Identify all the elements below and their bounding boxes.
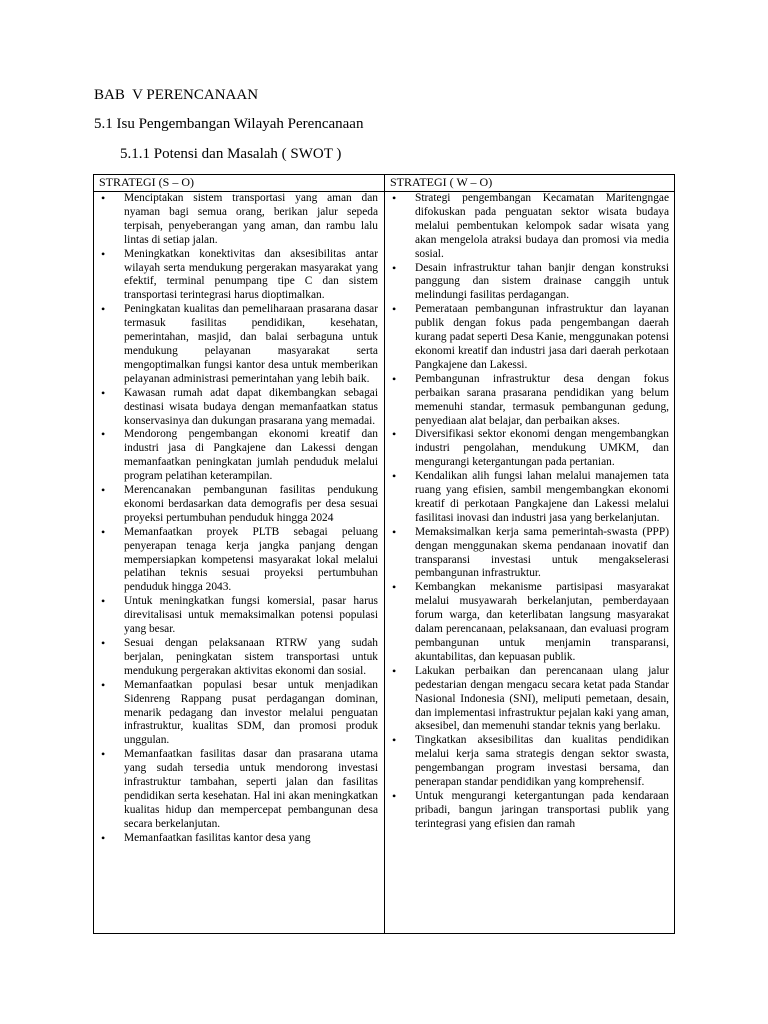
section-title: 5.1 Isu Pengembangan Wilayah Perencanaan	[94, 116, 364, 132]
list-item: • Diversifikasi sektor ekonomi dengan mengembangkan industri pengolahan, mendukung UMKM, dan mengurangi ketergantungan pada pertanian.	[385, 428, 669, 470]
list-item: • Lakukan perbaikan dan perencanaan ulang jalur pedestarian dengan mengacu secara ketat pada Standar Nasional Indonesia (SNI), meliputi pemetaan, desain, dan implementasi infrastruktur pejalan kaki yang aman, aksesibel, dan memenuhi standar teknis yang berlaku.	[385, 665, 669, 735]
list-item: • Desain infrastruktur tahan banjir dengan konstruksi panggung dan sistem drainase canggih untuk melindungi fasilitas perdagangan.	[385, 262, 669, 304]
list-item: • Meningkatkan konektivitas dan aksesibilitas antar wilayah serta mendukung pergerakan masyarakat yang efektif, terminal penumpang tipe C dan sistem transportasi terintegrasi harus dioptimalkan.	[94, 248, 378, 304]
list-item: • Strategi pengembangan Kecamatan Maritengngae difokuskan pada penguatan sektor wisata budaya melalui pembentukan kelompok sadar wisata yang akan mengelola atraksi budaya dan promosi via media sosial.	[385, 192, 669, 262]
strategy-wo-list	[385, 192, 669, 832]
list-item: • Mendorong pengembangan ekonomi kreatif dan industri jasa di Pangkajene dan Lakessi dengan memanfaatkan peningkatan jumlah penduduk melalui program pelatihan keterampilan.	[94, 428, 378, 484]
list-item: • Memanfaatkan populasi besar untuk menjadikan Sidenreng Rappang pusat perdagangan dominan, menarik pedagang dan investor melalui penguatan infrastruktur, kualitas SDM, dan promosi produk unggulan.	[94, 679, 378, 749]
header-strategy-wo: STRATEGI ( W – O)	[390, 175, 493, 189]
table-body-row	[94, 192, 674, 933]
list-item: • Untuk meningkatkan fungsi komersial, pasar harus direvitalisasi untuk memaksimalkan potensi populasi yang besar.	[94, 595, 378, 637]
list-item: • Sesuai dengan pelaksanaan RTRW yang sudah berjalan, peningkatan sistem transportasi untuk mendukung pergerakan aktivitas ekonomi dan sosial.	[94, 637, 378, 679]
list-item: • Memanfaatkan proyek PLTB sebagai peluang penyerapan tenaga kerja jangka panjang dengan mempersiapkan kompetensi masyarakat lokal melalui pelatihan teknis sesuai proyeksi pertumbuhan penduduk hingga 2043.	[94, 526, 378, 596]
table-header-row	[94, 175, 674, 192]
list-item: • Peningkatan kualitas dan pemeliharaan prasarana dasar termasuk fasilitas pendidikan, kesehatan, pemerintahan, masjid, dan balai serbaguna untuk mendukung pelayanan masyarakat serta mengoptimalkan fungsi kantor desa untuk memberikan pelayanan administrasi pemerintahan yang lebih baik.	[94, 303, 378, 386]
list-item: • Memanfaatkan fasilitas dasar dan prasarana utama yang sudah tersedia untuk mendorong investasi infrastruktur tambahan, seperti jalan dan fasilitas pendidikan serta kesehatan. Hal ini akan meningkatkan kualitas hidup dan mempercepat pembangunan desa secara berkelanjutan.	[94, 748, 378, 831]
list-item: • Merencanakan pembangunan fasilitas pendukung ekonomi berdasarkan data demografis per desa sesuai proyeksi pertumbuhan penduduk hingga 2024	[94, 484, 378, 526]
list-item: • Kendalikan alih fungsi lahan melalui manajemen tata ruang yang efisien, sambil mengembangkan ekonomi kreatif di perkotaan Pangkajene dan Lakessi melalui fasilitasi inovasi dan industri jasa yang berkelanjutan.	[385, 470, 669, 526]
list-item: • Kembangkan mekanisme partisipasi masyarakat melalui musyawarah berkelanjutan, pemberdayaan forum warga, dan keterlibatan langsung masyarakat dalam perencanaan, pelaksanaan, dan evaluasi program pembangunan untuk menjamin transparansi, akuntabilitas, dan kepuasan publik.	[385, 581, 669, 664]
list-item: • Pembangunan infrastruktur desa dengan fokus perbaikan sarana prasarana pendidikan yang belum memenuhi standar, termasuk pembangunan gedung, penyediaan alat belajar, dan perbaikan akses.	[385, 373, 669, 429]
swot-strategy-table	[93, 174, 675, 934]
header-strategy-so: STRATEGI (S – O)	[94, 175, 385, 191]
strategy-wo-column	[385, 192, 674, 933]
chapter-title: BAB V PERENCANAAN	[94, 87, 259, 103]
list-item: • Pemerataan pembangunan infrastruktur dan layanan publik dengan fokus pada pengembangan daerah kurang padat seperti Desa Kanie, menggunakan potensi ekonomi kreatif dan industri jasa dari daerah perkotaan Pangkajene dan Lakessi.	[385, 303, 669, 373]
list-item: • Memaksimalkan kerja sama pemerintah-swasta (PPP) dengan menggunakan skema pendanaan inovatif dan transparansi investasi untuk mengakselerasi pembangunan infrastruktur.	[385, 526, 669, 582]
list-item: • Menciptakan sistem transportasi yang aman dan nyaman bagi semua orang, berikan jalur sepeda terpisah, penyeberangan yang aman, dan rambu lalu lintas di setiap jalan.	[94, 192, 378, 248]
list-item: • Memanfaatkan fasilitas kantor desa yang	[94, 832, 378, 846]
subsection-title: 5.1.1 Potensi dan Masalah ( SWOT )	[120, 146, 342, 162]
list-item: • Untuk mengurangi ketergantungan pada kendaraan pribadi, bangun jaringan transportasi publik yang terintegrasi yang efisien dan ramah	[385, 790, 669, 832]
list-item: • Tingkatkan aksesibilitas dan kualitas pendidikan melalui kerja sama strategis dengan sektor swasta, pengembangan program investasi bersama, dan penerapan standar pendidikan yang komprehensif.	[385, 734, 669, 790]
strategy-so-list	[94, 192, 378, 846]
list-item: • Kawasan rumah adat dapat dikembangkan sebagai destinasi wisata budaya dengan memanfaatkan status konservasinya dan dukungan prasarana yang memadai.	[94, 387, 378, 429]
strategy-so-column	[94, 192, 385, 933]
